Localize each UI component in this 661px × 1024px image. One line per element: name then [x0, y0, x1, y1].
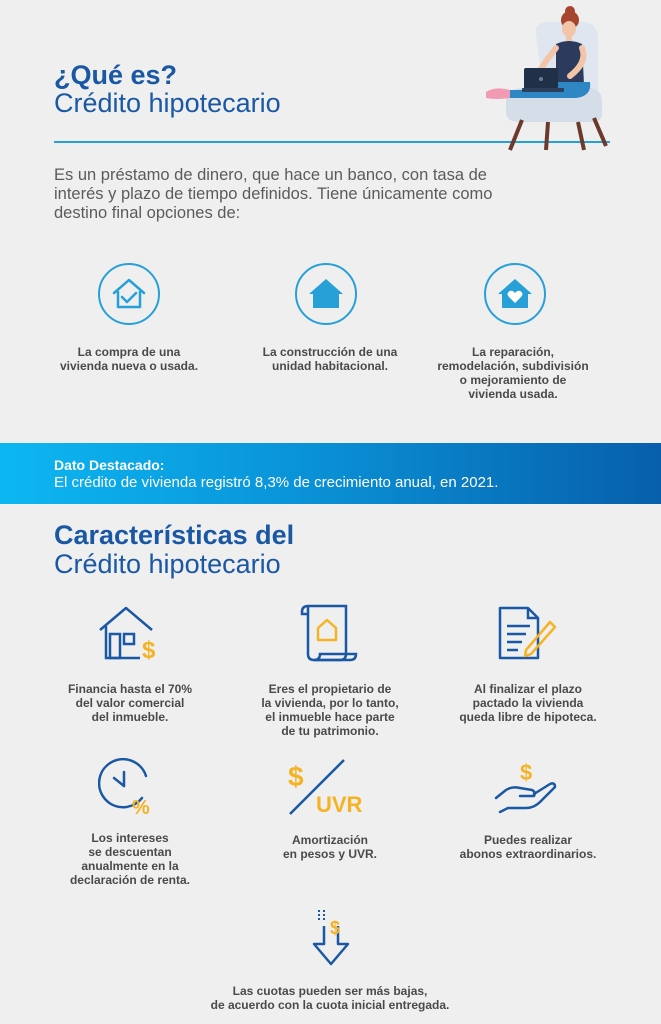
- svg-text:UVR: UVR: [316, 792, 363, 816]
- intro-line-2: interés y plazo de tiempo definidos. Tiene únicamente como: [54, 185, 493, 203]
- feature-caption-6: Puedes realizar abonos extraordinarios.: [459, 833, 597, 861]
- banner-text: El crédito de vivienda registró 8,3% de crecimiento anual, en 2021.: [54, 474, 499, 491]
- house-icon: [295, 263, 357, 325]
- svg-text:%: %: [132, 797, 150, 816]
- woman-laptop-illustration: [466, 4, 616, 152]
- features-title-light: Crédito hipotecario: [54, 549, 281, 579]
- dollar-uvr-icon: [284, 756, 376, 816]
- house-check-icon: [98, 263, 160, 325]
- house-heart-icon: [484, 263, 546, 325]
- feature-caption-1: Financia hasta el 70% del valor comercial del inmueble.: [67, 682, 193, 724]
- option-caption-1: La compra de una vivienda nueva o usada.: [59, 345, 199, 373]
- svg-text:$: $: [142, 637, 156, 662]
- svg-text:$: $: [288, 761, 304, 792]
- feature-caption-5: Amortización en pesos y UVR.: [282, 833, 378, 861]
- highlight-banner: [0, 443, 661, 504]
- page-title-bold: ¿Qué es?: [54, 60, 178, 90]
- clock-percent-icon: [98, 758, 160, 816]
- option-caption-3: La reparación, remodelación, subdivisión o mejoramiento de vivienda usada.: [437, 345, 589, 401]
- intro-line-1: Es un préstamo de dinero, que hace un banco, con tasa de: [54, 166, 487, 184]
- feature-caption-4: Los intereses se descuentan anualmente en la declaración de renta.: [69, 831, 191, 887]
- intro-line-3: destino final opciones de:: [54, 204, 241, 222]
- page-title-light: Crédito hipotecario: [54, 88, 281, 118]
- feature-caption-3: Al finalizar el plazo pactado la vivienda queda libre de hipoteca.: [459, 682, 597, 724]
- option-caption-2: La construcción de una unidad habitacional.: [262, 345, 398, 373]
- svg-text:$: $: [330, 918, 341, 938]
- svg-text:$: $: [520, 760, 533, 785]
- feature-caption-2: Eres el propietario de la vivienda, por lo tanto, el inmueble hace parte de tu patrimonio.: [261, 682, 399, 738]
- house-dollar-icon: [96, 604, 160, 662]
- arrow-down-dollar-icon: [310, 908, 352, 966]
- document-pen-icon: [496, 604, 558, 662]
- banner-title: Dato Destacado:: [54, 457, 165, 473]
- hand-dollar-icon: [494, 758, 558, 814]
- feature-caption-7: Las cuotas pueden ser más bajas, de acuerdo con la cuota inicial entregada.: [210, 984, 450, 1012]
- features-title-bold: Características del: [54, 520, 295, 550]
- deed-scroll-icon: [300, 602, 360, 664]
